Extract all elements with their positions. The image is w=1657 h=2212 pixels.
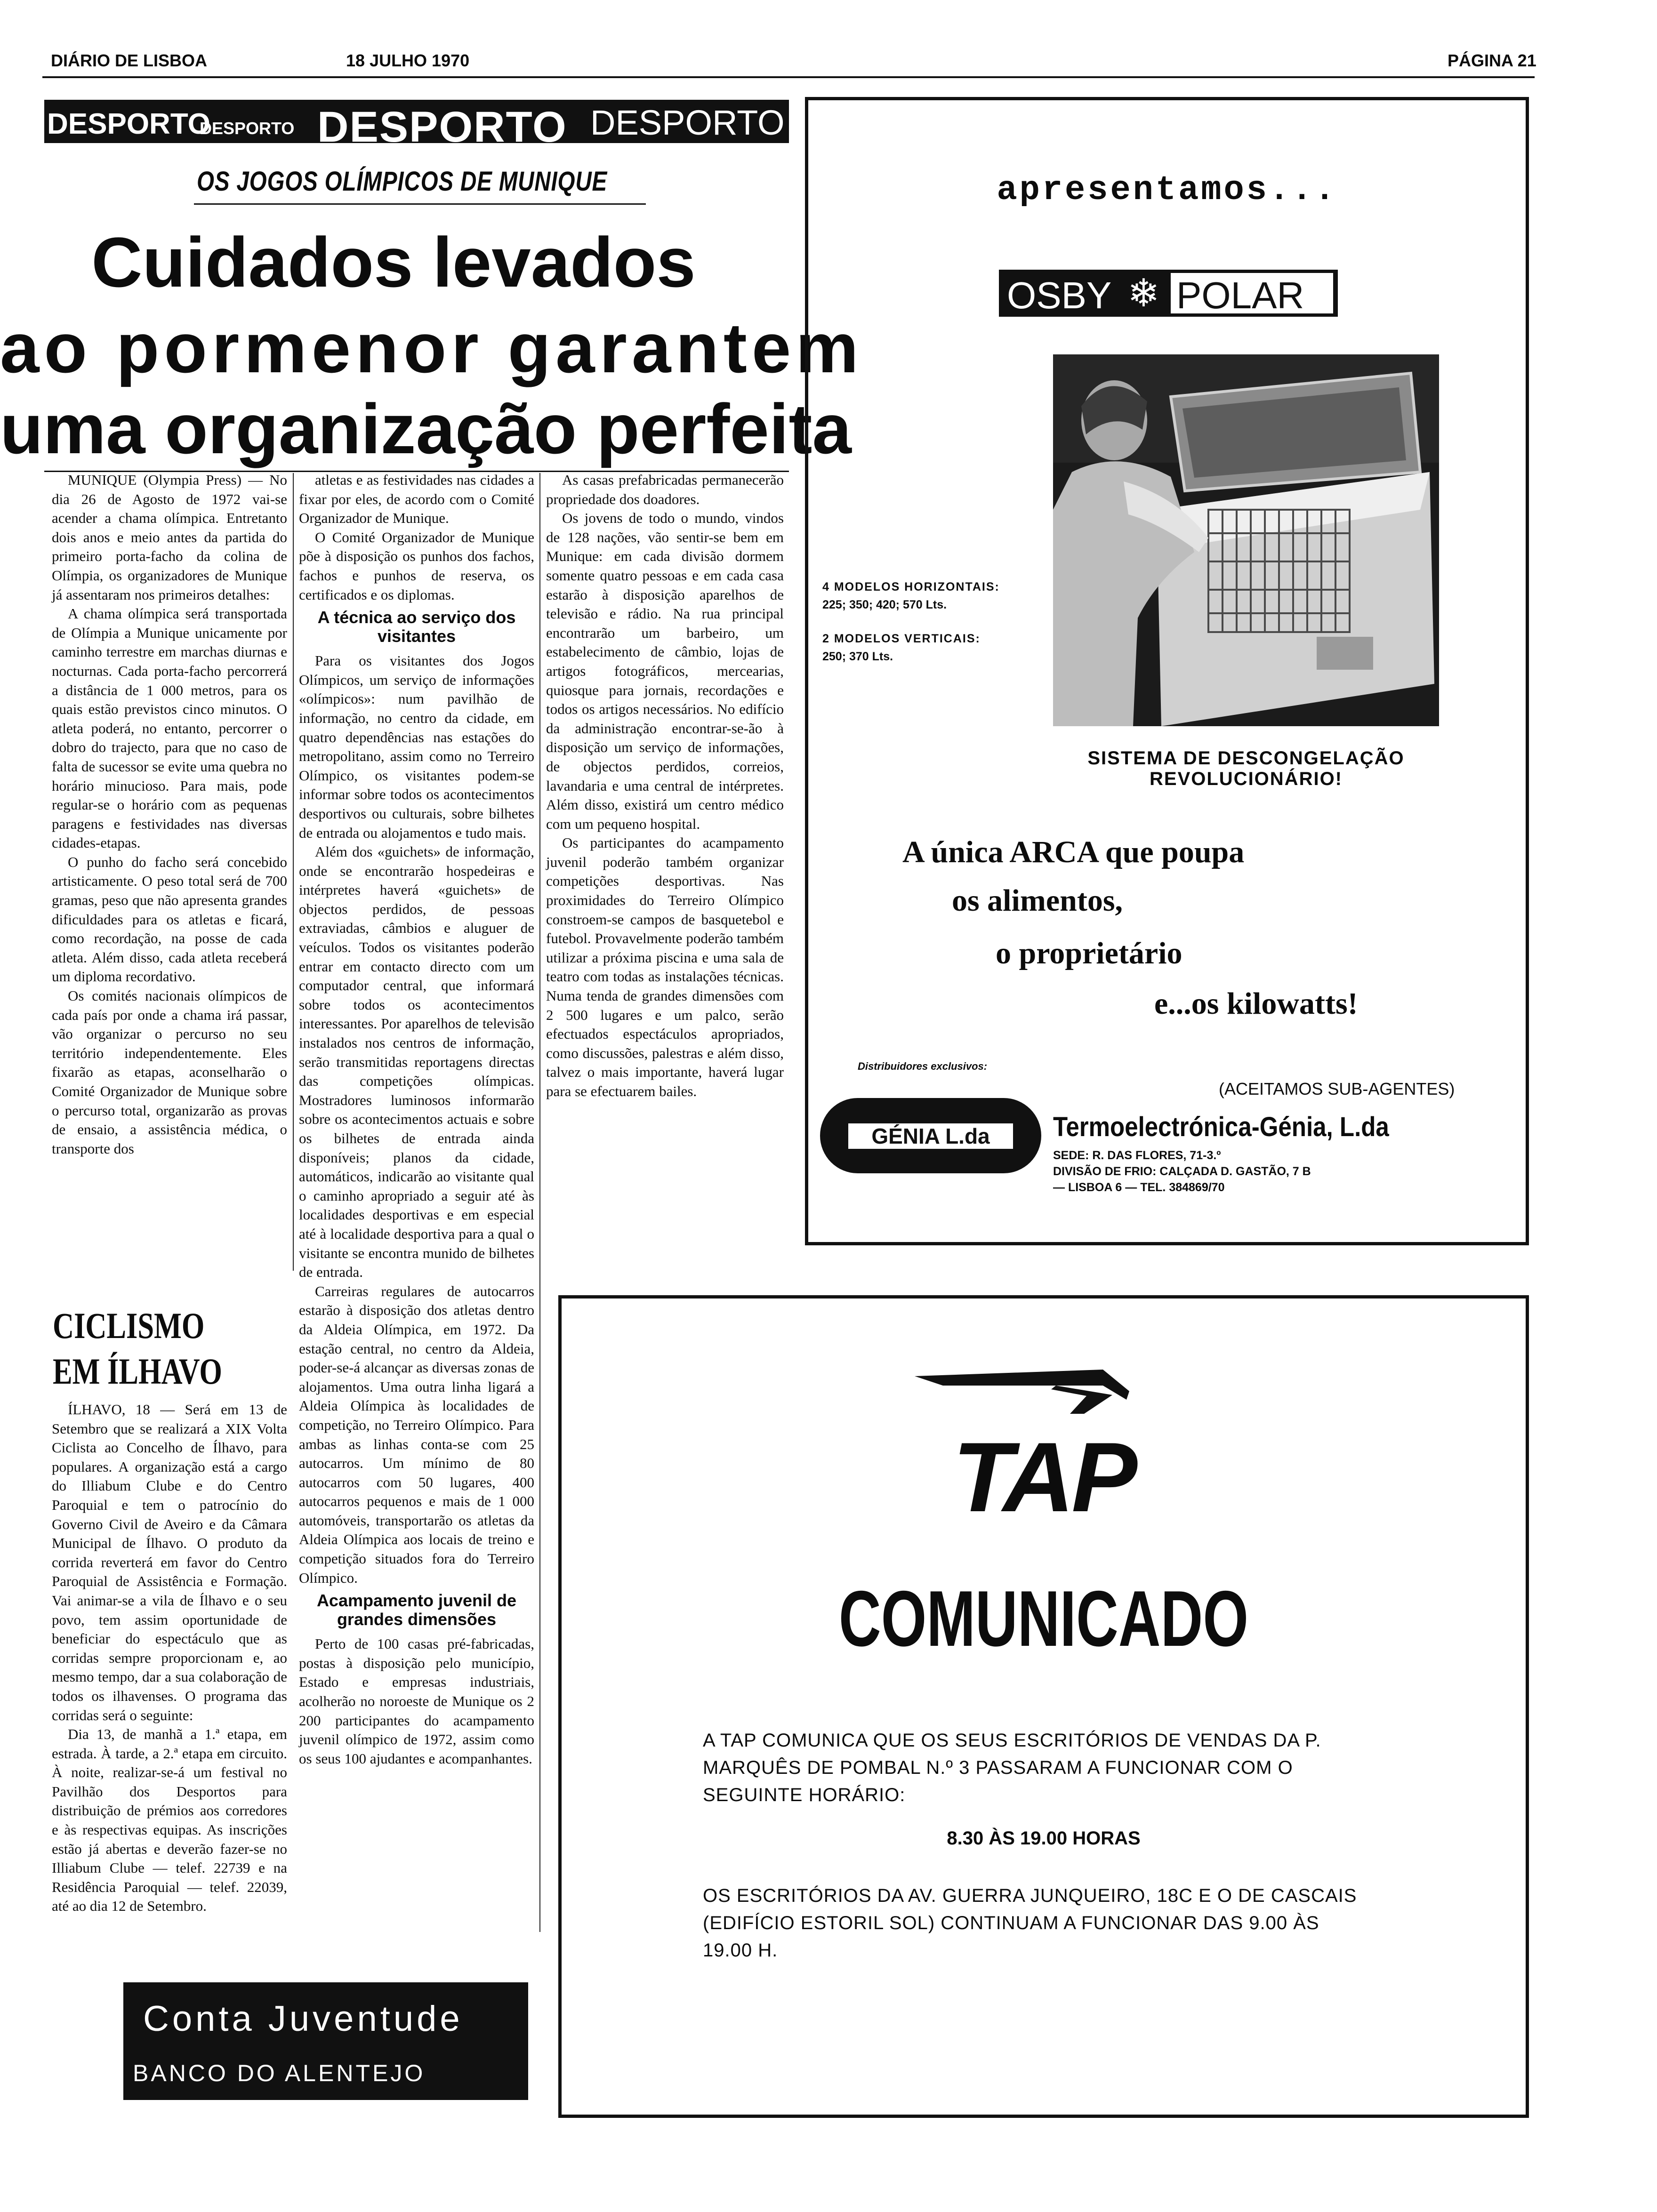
tap-notice-1: A TAP COMUNICA QUE OS SEUS ESCRITÓRIOS DE VENDAS DA P. MARQUÊS DE POMBAL N.º 3 PASSARAM A FUNCIONAR COM O SEGUINTE HORÁRIO: xyxy=(703,1730,1321,1805)
vertical-models-values: 250; 370 Lts. xyxy=(822,650,893,663)
horizontal-models-title: 4 MODELOS HORIZONTAIS: xyxy=(822,580,1000,593)
defrost-system-line-1: SISTEMA DE DESCONGELAÇÃO xyxy=(1087,748,1405,769)
distributors-label: Distribuidores exclusivos: xyxy=(858,1060,988,1072)
paragraph: Os comités nacionais olímpicos de cada país por onde a chama irá passar, vão organizar o percurso no seu território independentemente. Eles fixarão as etapas, aconselharão o Comité Organizador de Munique sobre o percurso total, organizarão as provas de ensaio, a assistência médica, o transporte dos xyxy=(52,987,287,1157)
paragraph: Dia 13, de manhã a 1.ª etapa, em estrada. À tarde, a 2.ª etapa em circuito. À noite, realizar-se-á um festival no Pavilhão dos Desportos para distribuição de prémios aos corredores e às respectivas equipas. As inscrições estão já abertas e deverão fazer-se no Illiabum Clube — telef. 22739 e na Residência Paroquial — telef. 22039, até ao dia 12 de Setembro. xyxy=(52,1726,287,1915)
genia-logo xyxy=(820,1098,1041,1173)
tap-arrow-icon xyxy=(915,1367,1131,1419)
slogan-line-3: o proprietário xyxy=(996,936,1182,970)
headline-line-1: Cuidados levados xyxy=(91,223,696,302)
header-rule xyxy=(42,76,1535,78)
paragraph: Carreiras regulares de autocarros estarão à disposição dos atletas dentro da Aldeia Olímpica, em 1972. Da estação central, no centro da Aldeia, poder-se-á alcançar as diversas zonas de alojamentos. Uma outra linha ligará a Aldeia Olímpica às localidades de competição, no Terreiro Olímpico. Para ambas as linhas conta-se com 25 autocarros. Um mínimo de 80 autocarros com 50 lugares, 400 autocarros pequenos e mais de 1 000 automóveis, transportarão os atletas da Aldeia Olímpica aos locais de treino e competição situados fora do Terreiro Olímpico. xyxy=(299,1282,534,1586)
cycling-title-1: CICLISMO xyxy=(53,1305,205,1346)
address-phone: — LISBOA 6 — TEL. 384869/70 xyxy=(1053,1181,1225,1194)
vertical-models-title: 2 MODELOS VERTICAIS: xyxy=(822,632,981,645)
banner-word-3: DESPORTO xyxy=(317,103,567,143)
tap-hours: 8.30 ÀS 19.00 HORAS xyxy=(947,1828,1141,1849)
brand-osby: OSBY xyxy=(1007,274,1112,316)
address-hq: SEDE: R. DAS FLORES, 71-3.º xyxy=(1053,1149,1221,1162)
brand-polar: POLAR xyxy=(1176,274,1304,316)
paragraph: O Comité Organizador de Munique põe à disposição os punhos dos fachos, fachos e punhos de reserva, os certificados e os diplomas. xyxy=(299,529,534,603)
headline-line-3: uma organização perfeita xyxy=(0,389,852,468)
article-column-2 xyxy=(299,471,534,1768)
paragraph: O punho do facho será concebido artisticamente. O peso total será de 700 gramas, peso que não apresenta grandes dificuldades para os atletas e ficará, como recordação, na posse de cada atleta. Além disso, cada atleta receberá um diploma recordativo. xyxy=(52,853,287,985)
paragraph: ÍLHAVO, 18 — Será em 13 de Setembro que se realizará a XIX Volta Ciclista ao Concelho de Ílhavo, para populares. A organização está a cargo do Illiabum Clube e do Centro Paroquial e tem o patrocínio do Governo Civil de Aveiro e da Câmara Municipal de Ílhavo. O produto da corrida reverterá em favor do Centro Paroquial de Assistência e Formação. Vai animar-se a vila de Ílhavo e o seu povo, tem assim oportunidade de beneficiar do espectáculo que as corridas sempre proporcionam e, ao mesmo tempo, dar a sua colaboração de todos os ilhavenses. O programa das corridas será o seguinte: xyxy=(52,1401,287,1723)
paragraph: A chama olímpica será transportada de Olímpia a Munique unicamente por caminho terrestre em marchas diurnas e nocturnas. Cada porta-facho percorrerá a distância de 1 000 metros, para os quais estão previstos cinco minutos. O atleta poderá, no entanto, percorrer o dobro do trajecto, para que no caso de falta de sucessor se evite uma quebra no horário minucioso. Para mais, pode regular-se o horário com as pequenas paragens e festividades nas diversas cidades-etapas. xyxy=(52,605,287,851)
headline-line-2: ao pormenor garantem xyxy=(0,308,863,387)
address-frio: DIVISÃO DE FRIO: CALÇADA D. GASTÃO, 7 B xyxy=(1053,1165,1311,1178)
tap-title: COMUNICADO xyxy=(838,1574,1249,1663)
bank-ad-account: Conta Juventude xyxy=(143,1999,463,2039)
sub-agents-note: (ACEITAMOS SUB-AGENTES) xyxy=(1219,1079,1455,1098)
banner-word-4: DESPORTO xyxy=(590,103,785,142)
slogan-line-1: A única ARCA que poupa xyxy=(902,835,1245,869)
osby-polar-ad xyxy=(805,97,1529,1245)
tap-notice-2: OS ESCRITÓRIOS DA AV. GUERRA JUNQUEIRO, 18C E O DE CASCAIS (EDIFÍCIO ESTORIL SOL) CONTINUAM A FUNCIONAR DAS 9.00 ÀS 19.00 H. xyxy=(703,1885,1357,1961)
paragraph: Os participantes do acampamento juvenil poderão também organizar competições desportivas. Nas proximidades do Terreiro Olímpico constroem-se campos de basquetebol e futebol. Provavelmente poderão também utilizar a próxima piscina e uma sala de teatro com todas as instalações técnicas. Numa tenda de grandes dimensões com 2 500 lugares e um palco, serão efectuados espectáculos apropriados, como discussões, palestras e além disso, talvez o mais importante, haverá lugar para se efectuarem bailes. xyxy=(546,834,784,1099)
distributor-company: Termoelectrónica-Génia, L.da xyxy=(1053,1112,1389,1142)
horizontal-models-values: 225; 350; 420; 570 Lts. xyxy=(822,598,947,611)
paragraph: atletas e as festividades nas cidades a fixar por eles, de acordo com o Comité Organizador de Munique. xyxy=(299,472,534,527)
column-divider xyxy=(293,473,294,1271)
bank-ad xyxy=(123,1982,528,2100)
paragraph: As casas prefabricadas permanecerão propriedade dos doadores. xyxy=(546,472,784,507)
column-divider xyxy=(539,473,540,1932)
newspaper-name: DIÁRIO DE LISBOA xyxy=(51,51,208,70)
defrost-system-line-2: REVOLUCIONÁRIO! xyxy=(1150,769,1343,789)
paragraph: Para os visitantes dos Jogos Olímpicos, um serviço de informações «olímpicos»: num pavilhão de informação, no centro da cidade, em quatro dependências nas estações do metropolitano, assim como no Terreiro Olímpico, os visitantes podem-se informar sobre todos os acontecimentos desportivos ou culturais, sobre bilhetes de entrada ou alojamentos e tudo mais. xyxy=(299,652,534,841)
genia-logo-text: GÉNIA L.da xyxy=(871,1124,990,1148)
tap-logo: TAP xyxy=(952,1422,1135,1532)
osby-polar-logo xyxy=(999,270,1338,317)
paragraph: Além dos «guichets» de informação, onde se encontrarão hospedeiras e intérpretes haverá «guichets» de objectos perdidos, de pessoas extraviadas, câmbios e aluguer de veículos. Todos os visitantes poderão entrar em contacto directo com um computador central, que informará sobre todos os acontecimentos interessantes. Por aparelhos de televisão instalados nos centros de informação, serão transmitidas reportagens directas das competições olímpicas. Mostradores luminosos informarão sobre os acontecimentos actuais e sobre os bilhetes de entrada ainda disponíveis; planos da cidade, automáticos, indicarão ao visitante qual o caminho apropriado a seguir até às localidades desportivas e em especial até à localidade desportiva para a qual o visitante se encontra munido de bilhetes de entrada. xyxy=(299,843,534,1281)
freezer-photo xyxy=(1053,354,1439,726)
cycling-body xyxy=(52,1400,287,1916)
slogan-line-2: os alimentos, xyxy=(952,883,1123,918)
paragraph: MUNIQUE (Olympia Press) — No dia 26 de Agosto de 1972 vai-se acender a chama olímpica. Entretanto dois anos e meio antes da partida do primeiro porta-facho da colina de Olímpia, os organizadores de Munique já assentaram nos primeiros detalhes: xyxy=(52,472,287,603)
banner-word-1: DESPORTO xyxy=(47,108,210,140)
banner-word-2: DESPORTO xyxy=(200,119,295,138)
paragraph: Os jovens de todo o mundo, vindos de 128 nações, vão sentir-se bem em Munique: em cada divisão dormem somente quatro pessoas e em cada casa estarão à disposição aparelhos de televisão e rádio. Na rua principal encontrarão um barbeiro, um estabelecimento de câmbio, lojas de artigos fotográficos, mercearias, quiosque para jornais, recordações e todos os artigos necessários. No edifício da administração encontrar-se-ão à disposição um serviço de informações, de objectos perdidos, correios, lavandaria e uma central de intérpretes. Além disso, existirá um centro médico com um pequeno hospital. xyxy=(546,510,784,832)
article-column-1 xyxy=(52,471,287,1158)
article-column-3 xyxy=(546,471,784,1101)
subheading-visitors: A técnica ao serviço dos visitantes xyxy=(317,608,516,646)
tap-ad xyxy=(558,1295,1529,2118)
slogan-line-4: e...os kilowatts! xyxy=(1154,986,1358,1021)
bank-ad-bank-name: BANCO DO ALENTEJO xyxy=(133,2060,426,2086)
article-kicker: OS JOGOS OLÍMPICOS DE MUNIQUE xyxy=(197,166,608,197)
snowflake-icon: ❄ xyxy=(1127,272,1160,315)
page-number: PÁGINA 21 xyxy=(1448,51,1536,70)
issue-date: 18 JULHO 1970 xyxy=(346,51,470,70)
section-banner xyxy=(44,100,789,143)
cycling-title-2: EM ÍLHAVO xyxy=(53,1351,222,1392)
ad-intro: apresentamos... xyxy=(997,171,1337,209)
subheading-camp: Acampamento juvenil de grandes dimensões xyxy=(316,1591,517,1629)
paragraph: Perto de 100 casas pré-fabricadas, postas à disposição pelo município, Estado e empresas industriais, acolherão no noroeste de Munique os 2 200 participantes do acampamento juvenil olímpico de 1972, assim como os seus 100 ajudantes e acompanhantes. xyxy=(299,1635,534,1767)
kicker-rule xyxy=(194,203,646,205)
